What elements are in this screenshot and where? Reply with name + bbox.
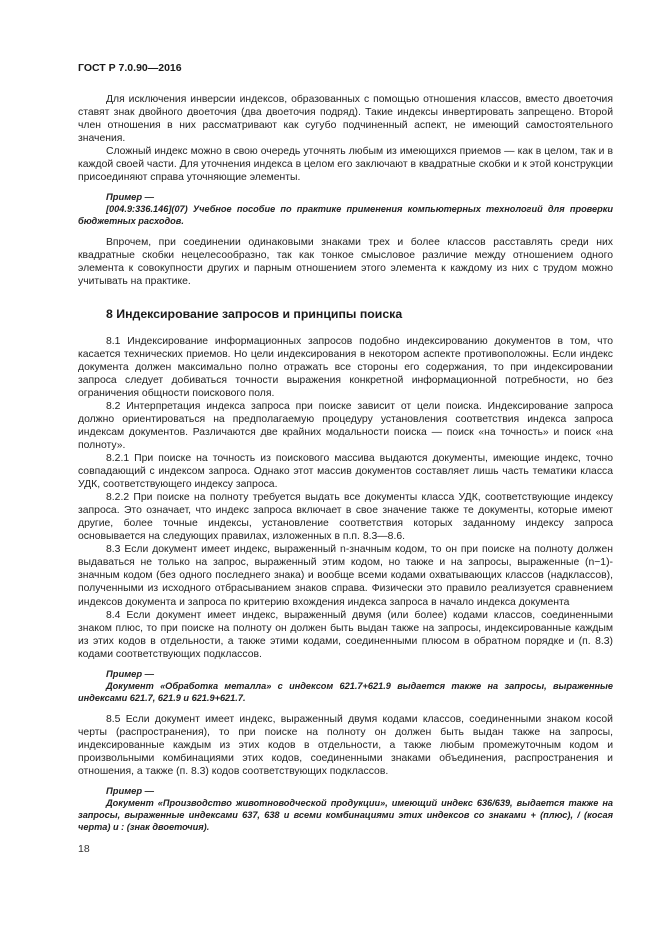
document-body: [78, 93, 613, 833]
paragraph: 8.5 Если документ имеет индекс, выраженный двумя кодами классов, соединенными знаком косой черты (распространения), то при поиске на полноту он должен быть выдан также на запросы, индексированные каждым из этих кодов в отдельности, а также любым промежуточным кодом и произвольными комбинациями этих кодов, соединенными знаками объединения, распространения и отношения, а также (п. 8.3) кодов соответствующих подклассов.: [78, 713, 613, 777]
page-number: 18: [78, 843, 90, 855]
paragraph: 8.2.1 При поиске на точность из поискового массива выдаются документы, имеющие индекс, точно совпадающий с индексом запроса. Однако этот массив документов составляет лишь часть тематики класса УДК, соответствующего индексу запроса.: [78, 452, 613, 491]
paragraph: 8.2 Интерпретация индекса запроса при поиске зависит от цели поиска. Индексирование запроса должно ориентироваться на предполагаемую процедуру установления соответствия индекса запроса индексам документов. Различаются две крайних модальности поиска — поиск «на точность» и поиск «на полноту».: [78, 400, 613, 451]
document-header: ГОСТ Р 7.0.90—2016: [78, 62, 182, 74]
example-text: Документ «Производство животноводческой продукции», имеющий индекс 636/639, выдается также на запросы, выраженные индексами 637, 638 и всеми комбинациями этих индексов со знаками + (плюс), / (косая черта) и : (знак двоеточия).: [78, 797, 613, 832]
example-label: Пример —: [106, 784, 155, 796]
paragraph: 8.1 Индексирование информационных запросов подобно индексированию документов в том, что касается технических приемов. Но цели индексирования в некотором аспекте противоположны. Если индекс документа должен максимально полно отражать все стороны его содержания, то при индексировании запроса следует добиваться точности выражения конкретной информационной потребности, но без ограничения общности поискового поля.: [78, 335, 613, 399]
example-label: Пример —: [106, 191, 155, 203]
paragraph: 8.2.2 При поиске на полноту требуется выдать все документы класса УДК, соответствующие индексу запроса. Это означает, что индекс запроса включает в свое значение также те документы, которые имеют другие, более точные индексы, установление соответствия которых заданному индексу запроса основывается на следующих правилах, изложенных в п.п. 8.3—8.6.: [78, 492, 613, 543]
paragraph: Для исключения инверсии индексов, образованных с помощью отношения классов, вместо двоеточия ставят знак двойного двоеточия (два двоеточия подряд). Такие индексы инвертировать запрещено. Второй член отношения в них рассматривают как сугубо подчиненный аспект, не имеющий самостоятельного значения.: [78, 94, 613, 145]
example-label: Пример —: [106, 667, 155, 679]
paragraph: 8.3 Если документ имеет индекс, выраженный n-значным кодом, то он при поиске на полноту должен выдаваться не только на запрос, выраженный этим кодом, но также и на запросы, выраженные (n−1)-значным кодом (без одного последнего знака) и вообще всеми кодами охватывающих классов (надклассов), полученными из исходного отбрасыванием знаков справа. Физически это правило реализуется сравнением индексов документа и запроса по критерию вхождения индекса запроса в начало индекса документа: [78, 544, 613, 608]
section-heading: 8 Индексирование запросов и принципы поиска: [106, 306, 403, 321]
paragraph: Сложный индекс можно в свою очередь уточнять любым из имеющихся приемов — как в целом, так и в каждой своей части. Для уточнения индекса в целом его заключают в квадратные скобки и к этой конструкции присоединяют справа уточняющие элементы.: [78, 146, 613, 184]
paragraph: 8.4 Если документ имеет индекс, выраженный двумя (или более) кодами классов, соединенными знаком плюс, то при поиске на полноту он должен быть выдан также на запросы, индексированные каждым из этих кодов в отдельности, а также этими кодами, соединенными плюсом в обратном порядке и (п. 8.3) кодами соответствующих подклассов.: [78, 609, 613, 660]
example-text: [004.9:336.146](07) Учебное пособие по практике применения компьютерных технологий для проверки бюджетных расходов.: [78, 204, 613, 227]
example-text: Документ «Обработка металла» с индексом 621.7+621.9 выдается также на запросы, выраженные индексами 621.7, 621.9 и 621.9+621.7.: [78, 680, 613, 703]
paragraph: Впрочем, при соединении одинаковыми знаками трех и более классов расставлять среди них квадратные скобки нецелесообразно, так как тонкое смысловое различие между отношением одного элемента к совокупности других и парным отношением этого элемента к каждому из них с трудом можно учитывать на практике.: [78, 237, 613, 288]
